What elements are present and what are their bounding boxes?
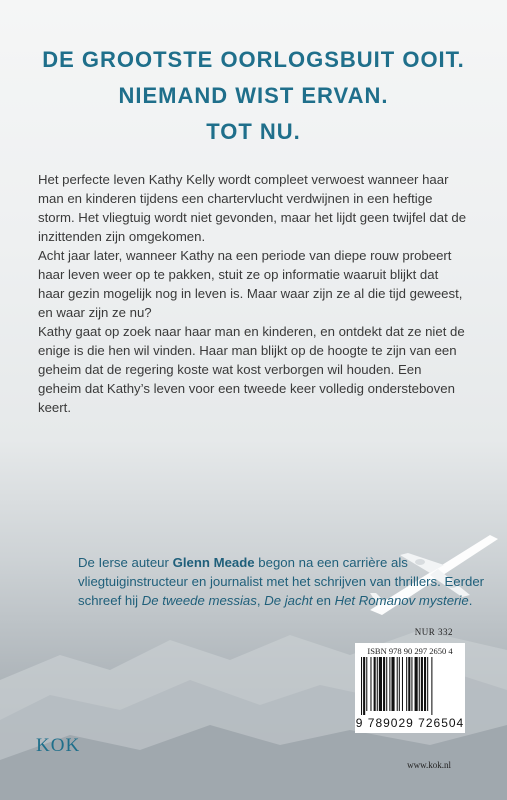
barcode-number: 9 789029 726504 (355, 716, 465, 730)
book-title-2: De jacht (264, 593, 313, 608)
author-name: Glenn Meade (172, 555, 255, 570)
nur-code: NUR 332 (414, 627, 453, 637)
book-title-3: Het Romanov mysterie (334, 593, 469, 608)
blurb-paragraph-2: Acht jaar later, wanneer Kathy na een periode van diepe rouw probeert haar leven weer op te pakken, stuit ze op informatie waaruit blijkt dat haar gezin mogelijk nog in leven is. Maar waar zijn ze al die tijd geweest, en waar zijn ze nu? (38, 248, 463, 320)
book-title-1: De tweede messias (141, 593, 257, 608)
publisher-logo: KOK (36, 735, 81, 756)
author-bio (78, 553, 498, 610)
bio-separator-1: , (256, 593, 265, 608)
publisher-url: www.kok.nl (407, 760, 451, 770)
barcode-bars (361, 657, 459, 715)
headline-line-3: TOT NU. (206, 119, 301, 144)
bio-text: begon na een carrière als vliegtuiginstructeur en journalist met het schrijven van thrillers. Eerder schreef hij (78, 555, 485, 608)
bio-intro: De Ierse auteur (78, 555, 173, 570)
bio-separator-2: en (312, 593, 335, 608)
headline-line-1: DE GROOTSTE OORLOGSBUIT OOIT. (42, 47, 465, 72)
headline (0, 42, 507, 150)
blurb (38, 170, 468, 417)
blurb-paragraph-1: Het perfecte leven Kathy Kelly wordt compleet verwoest wanneer haar man en kinderen tijdens een chartervlucht verdwijnen in een heftige storm. Het vliegtuig wordt niet gevonden, maar het lijdt geen twijfel dat de inzittenden zijn omgekomen. (38, 172, 467, 244)
isbn-label: ISBN 978 90 297 2650 4 (367, 646, 453, 656)
barcode (355, 643, 465, 733)
bio-end: . (468, 593, 473, 608)
headline-line-2: NIEMAND WIST ERVAN. (118, 83, 389, 108)
blurb-paragraph-3: Kathy gaat op zoek naar haar man en kinderen, en ontdekt dat ze niet de enige is die hen wil vinden. Haar man blijkt op de hoogte te zijn van een geheim dat de regering koste wat kost verborgen wil houden. Een geheim dat Kathy’s leven voor een tweede keer volledig ondersteboven keert. (38, 324, 465, 415)
